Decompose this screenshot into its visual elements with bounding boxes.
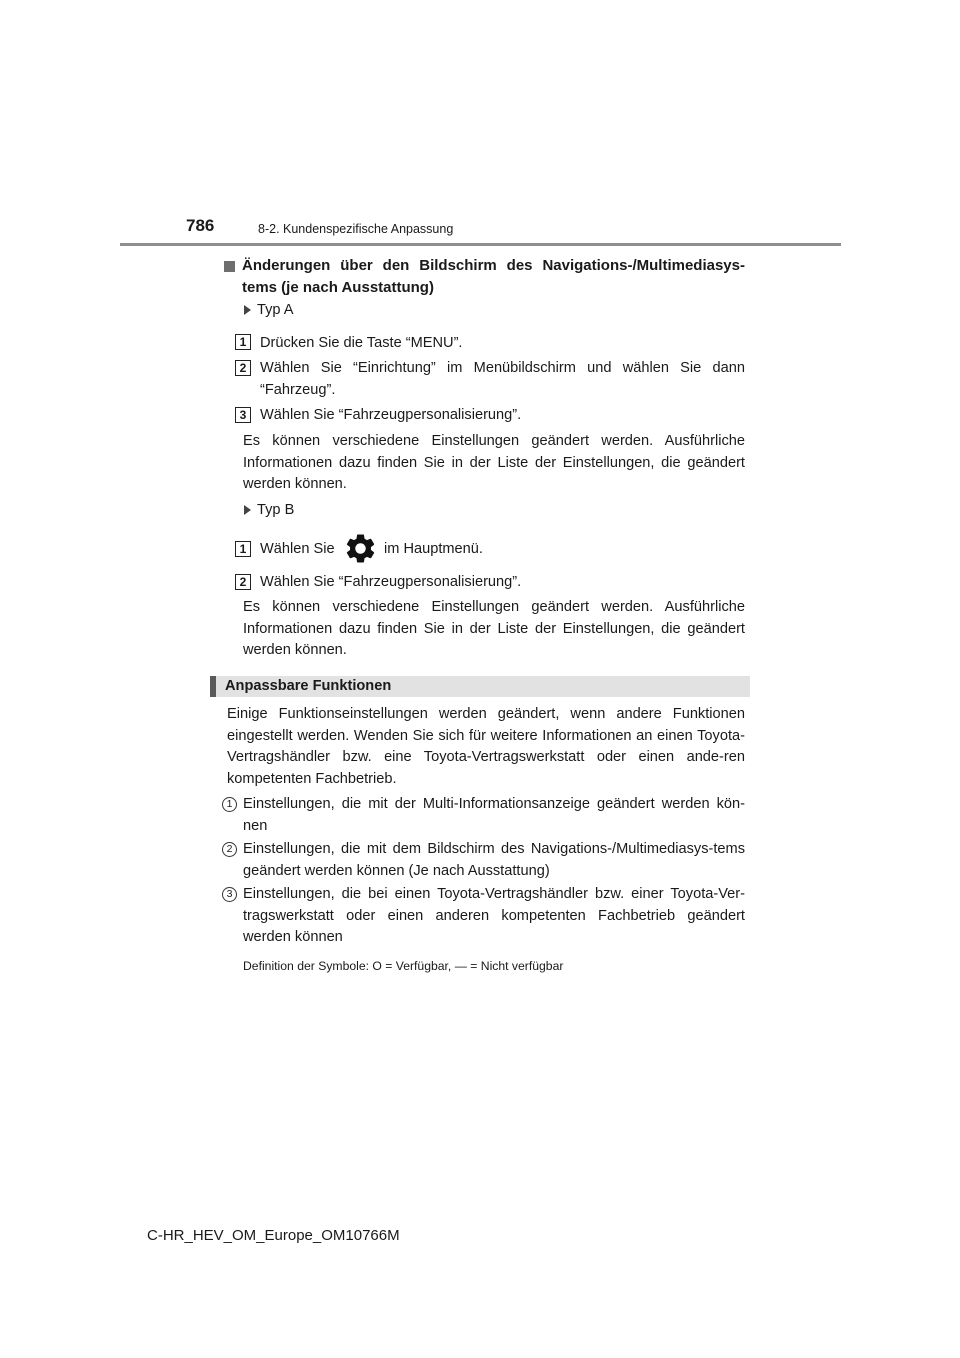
circled-number: 2 <box>222 842 237 857</box>
section-title-accent <box>210 676 216 697</box>
step-text-before-icon: Wählen Sie <box>260 541 335 557</box>
list-item: Einstellungen, die mit der Multi-Informationsanzeige geändert werden kön-nen <box>243 796 745 834</box>
step-number-box: 1 <box>235 334 251 350</box>
info-paragraph: Es können verschiedene Einstellungen geändert werden. Ausführliche Informationen dazu finden Sie in der Liste der Einstellungen, die geändert werden können. <box>243 599 745 658</box>
intro-paragraph: Einige Funktionseinstellungen werden geändert, wenn andere Funktionen eingestellt werden. Wenden Sie sich für weitere Informationen an einen Toyota-Vertragshändler bzw. eine Toyota-Vertragswerkstatt oder einen ande-ren kompetenten Fachbetrieb. <box>227 706 745 787</box>
step-number-box: 2 <box>235 574 251 590</box>
type-a-label: Typ A <box>257 302 294 318</box>
document-id: C-HR_HEV_OM_Europe_OM10766M <box>147 1227 400 1244</box>
step-text: Wählen Sie “Einrichtung” im Menübildschirm und wählen Sie dann “Fahrzeug”. <box>260 360 745 398</box>
step-text: Drücken Sie die Taste “MENU”. <box>260 335 463 351</box>
section-heading <box>242 255 745 299</box>
header-divider <box>120 243 841 246</box>
arrow-right-icon <box>244 505 251 515</box>
symbol-definition: Definition der Symbole: O = Verfügbar, — = Nicht verfügbar <box>243 959 564 973</box>
step-text-after-icon: im Hauptmenü. <box>384 541 483 557</box>
step-number-box: 1 <box>235 541 251 557</box>
step-text: Wählen Sie “Fahrzeugpersonalisierung”. <box>260 574 522 590</box>
step-text: Wählen Sie “Fahrzeugpersonalisierung”. <box>260 407 522 423</box>
section-title: Anpassbare Funktionen <box>225 678 392 694</box>
circled-number: 1 <box>222 797 237 812</box>
step-number-box: 3 <box>235 407 251 423</box>
type-b-label: Typ B <box>257 502 295 518</box>
list-item: Einstellungen, die bei einen Toyota-Vertragshändler bzw. einer Toyota-Ver-tragswerkstatt oder einen anderen kompetenten Fachbetrieb geändert werden können <box>243 886 745 945</box>
info-paragraph: Es können verschiedene Einstellungen geändert werden. Ausführliche Informationen dazu finden Sie in der Liste der Einstellungen, die geändert werden können. <box>243 433 745 492</box>
list-item: Einstellungen, die mit dem Bildschirm des Navigations-/Multimediasys-tems geändert werden können (Je nach Ausstattung) <box>243 841 745 879</box>
circled-number: 3 <box>222 887 237 902</box>
section-title: 8-2. Kundenspezifische Anpassung <box>258 222 454 236</box>
square-bullet-icon <box>224 261 235 272</box>
step-number-box: 2 <box>235 360 251 376</box>
gear-icon <box>343 531 378 566</box>
page-number: 786 <box>186 216 215 235</box>
section-heading-text: Änderungen über den Bildschirm des Navigations-/Multimediasys-tems (je nach Ausstattung) <box>242 257 745 296</box>
arrow-right-icon <box>244 305 251 315</box>
